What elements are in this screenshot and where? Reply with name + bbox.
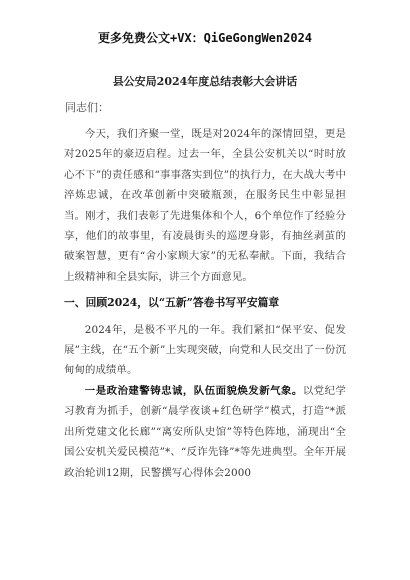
document-body (64, 124, 346, 483)
promo-banner: 更多免费公文+VX：QiGeGongWen2024 (97, 31, 313, 45)
section-paragraph: 2024年，是极不平凡的一年。我们紧扣“保平安、促发展”主线，在“五个新”上实现突破，向党和人民交出了一份沉甸甸的成绩单。 (64, 323, 346, 377)
point-lead: 一是政治建警铸忠诚，队伍面貌焕发新气象。 (84, 384, 303, 397)
point-paragraph (64, 381, 346, 483)
section-heading: 一、回顾2024，以“五新”答卷书写平安篇章 (64, 296, 280, 310)
point-text: 以党纪学习教育为抓手，创新“晨学夜谈+红色研学”模式，打造“*派出所党建文化长廊”“离安所队史馆”等特色阵地，涌现出“全国公安机关爱民模范”*、“反诈先锋”*等先进典型。全年开展政治轮训12期，民警撰写心得体会2000 (64, 384, 347, 479)
intro-paragraph: 今天，我们齐聚一堂，既是对2024年的深情回望，更是对2025年的豪迈启程。过去一年，全县公安机关以“时时放心不下”的责任感和“事事落实到位”的执行力，在大战大考中淬炼忠诚，在改革创新中突破瓶颈，在服务民生中彰显担当。刚才，我们表彰了先进集体和个人，6个单位作了经验分享，他们的故事里，有凌晨街头的巡逻身影，有抽丝剥茧的破案智慧，更有“舍小家顾大家”的无私奉献。下面，我结合上级精神和全县实际，讲三个方面意见。 (64, 128, 346, 283)
greeting: 同志们： (65, 101, 109, 114)
document-title: 县公安局2024年度总结表彰大会讲话 (112, 75, 298, 88)
